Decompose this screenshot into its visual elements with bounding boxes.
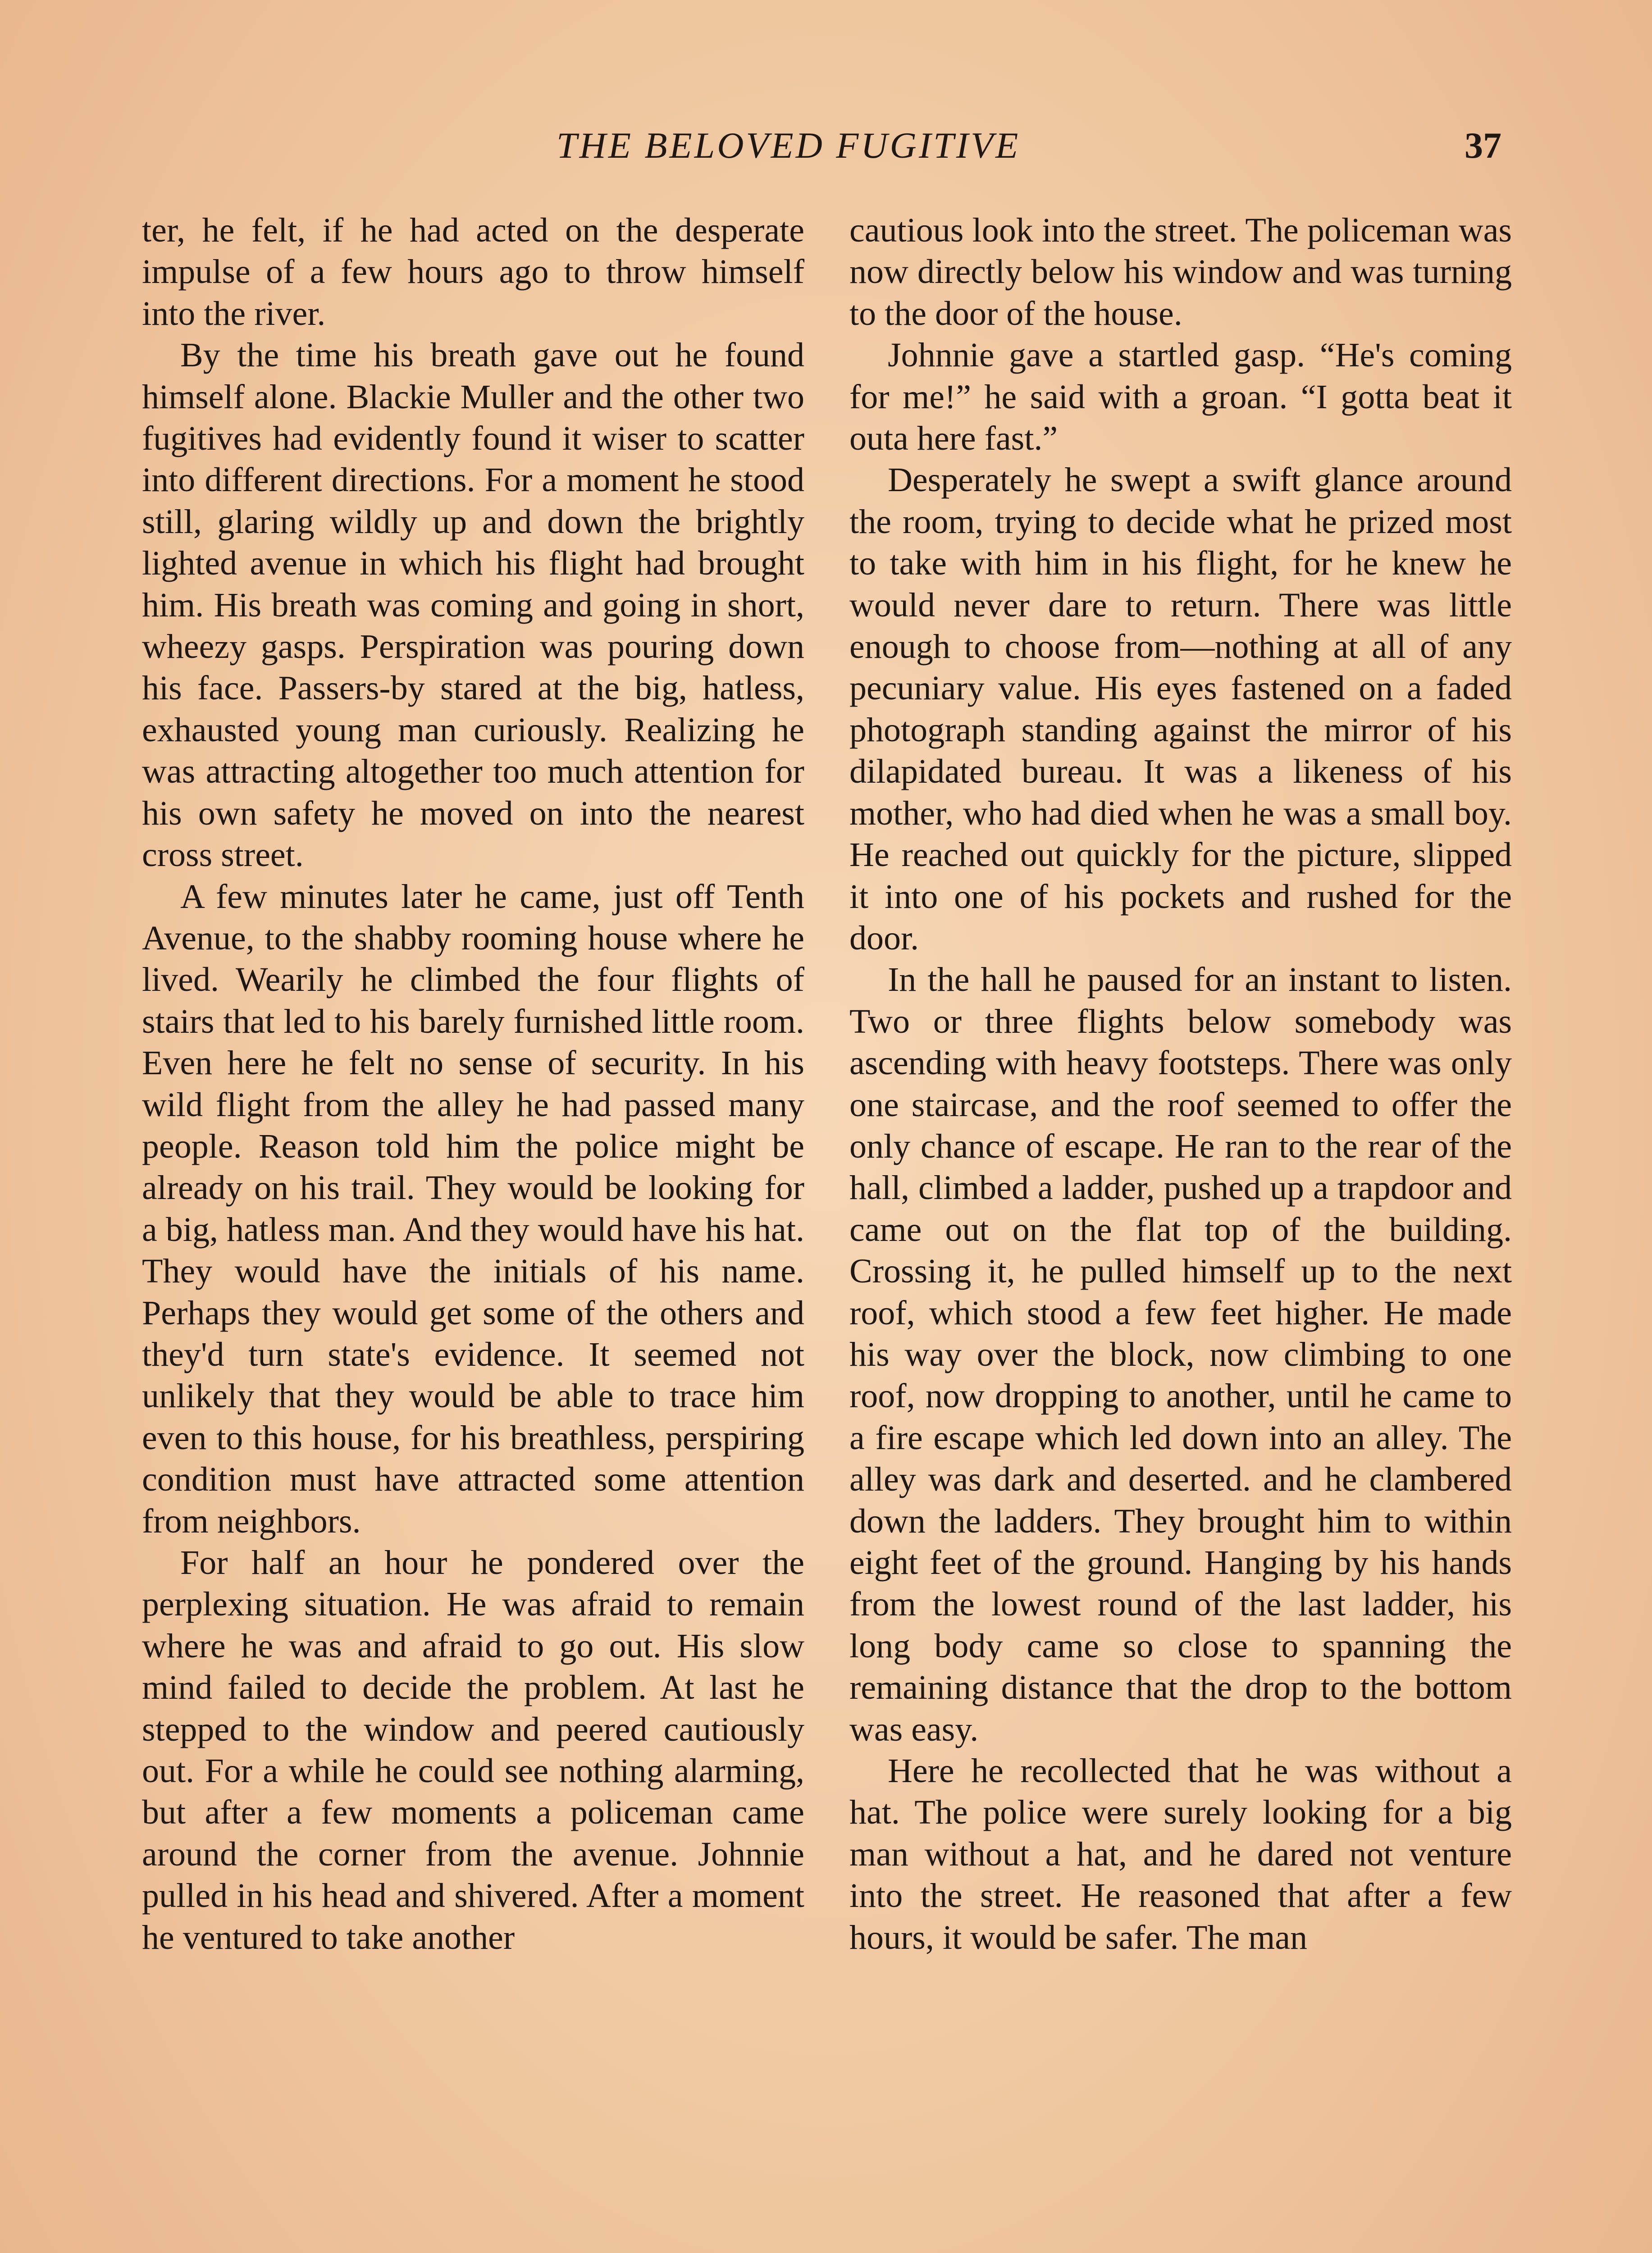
text-columns [142,210,1512,1958]
paragraph: ter, he felt, if he had acted on the desperate impulse of a few hours ago to throw himself into the river. [142,211,804,333]
paragraph: By the time his breath gave out he found himself alone. Blackie Muller and the other two fugitives had evidently found it wiser to scatter into different directions. For a moment he stood still, glaring wildly up and down the brightly lighted avenue in which his flight had brought him. His breath was coming and going in short, wheezy gasps. Perspiration was pouring down his face. Passers-by stared at the big, hatless, exhausted young man curiously. Realizing he was attracting altogether too much attention for his own safety he moved on into the nearest cross street. [142,336,804,874]
page-header [0,121,1652,170]
paragraph: Desperately he swept a swift glance around the room, trying to decide what he prized most to take with him in his flight, for he knew he would never dare to return. There was little enough to choose from—nothing at all of any pecuniary value. His eyes fastened on a faded photograph standing against the mirror of his dilapidated bureau. It was a likeness of his mother, who had died when he was a small boy. He reached out quickly for the picture, slipped it into one of his pockets and rushed for the door. [849,461,1512,957]
paragraph: In the hall he paused for an instant to listen. Two or three flights below somebody was ascending with heavy footsteps. There was only one staircase, and the roof seemed to offer the only chance of escape. He ran to the rear of the hall, climbed a ladder, pushed up a trapdoor and came out on the flat top of the building. Crossing it, he pulled himself up to the next roof, which stood a few feet higher. He made his way over the block, now climbing to one roof, now dropping to another, until he came to a fire escape which led down into an alley. The alley was dark and deserted. and he clambered down the ladders. They brought him to within eight feet of the ground. Hanging by his hands from the lowest round of the last ladder, his long body came so close to spanning the remaining distance that the drop to the bottom was easy. [849,961,1512,1748]
running-title: THE BELOVED FUGITIVE [557,125,1021,166]
paragraph: A few minutes later he came, just off Tenth Avenue, to the shabby rooming house where he lived. Wearily he climbed the four flights of stairs that led to his barely furnished little room. Even here he felt no sense of security. In his wild flight from the alley he had passed many people. Reason told him the police might be already on his trail. They would be looking for a big, hatless man. And they would have his hat. They would have the initials of his name. Perhaps they would get some of the others and they'd turn state's evidence. It seemed not unlikely that they would be able to trace him even to this house, for his breathless, perspiring condition must have attracted some attention from neighbors. [142,877,804,1540]
page-number: 37 [1465,125,1501,166]
paragraph: For half an hour he pondered over the perplexing situation. He was afraid to remain where he was and afraid to go out. His slow mind failed to decide the problem. At last he stepped to the window and peered cautiously out. For a while he could see nothing alarming, but after a few moments a policeman came around the corner from the avenue. Johnnie pulled in his head and shivered. After a moment he ventured to take another [142,1544,804,1957]
right-column [849,210,1512,1958]
left-column [142,210,804,1958]
paragraph: Here he recollected that he was without a hat. The police were surely looking for a big man without a hat, and he dared not venture into the street. He reasoned that after a few hours, it would be safer. The man [849,1752,1512,1957]
paragraph: cautious look into the street. The policeman was now directly below his window and was turning to the door of the house. [849,211,1512,333]
paragraph: Johnnie gave a startled gasp. “He's coming for me!” he said with a groan. “I gotta beat it outa here fast.” [849,336,1512,458]
